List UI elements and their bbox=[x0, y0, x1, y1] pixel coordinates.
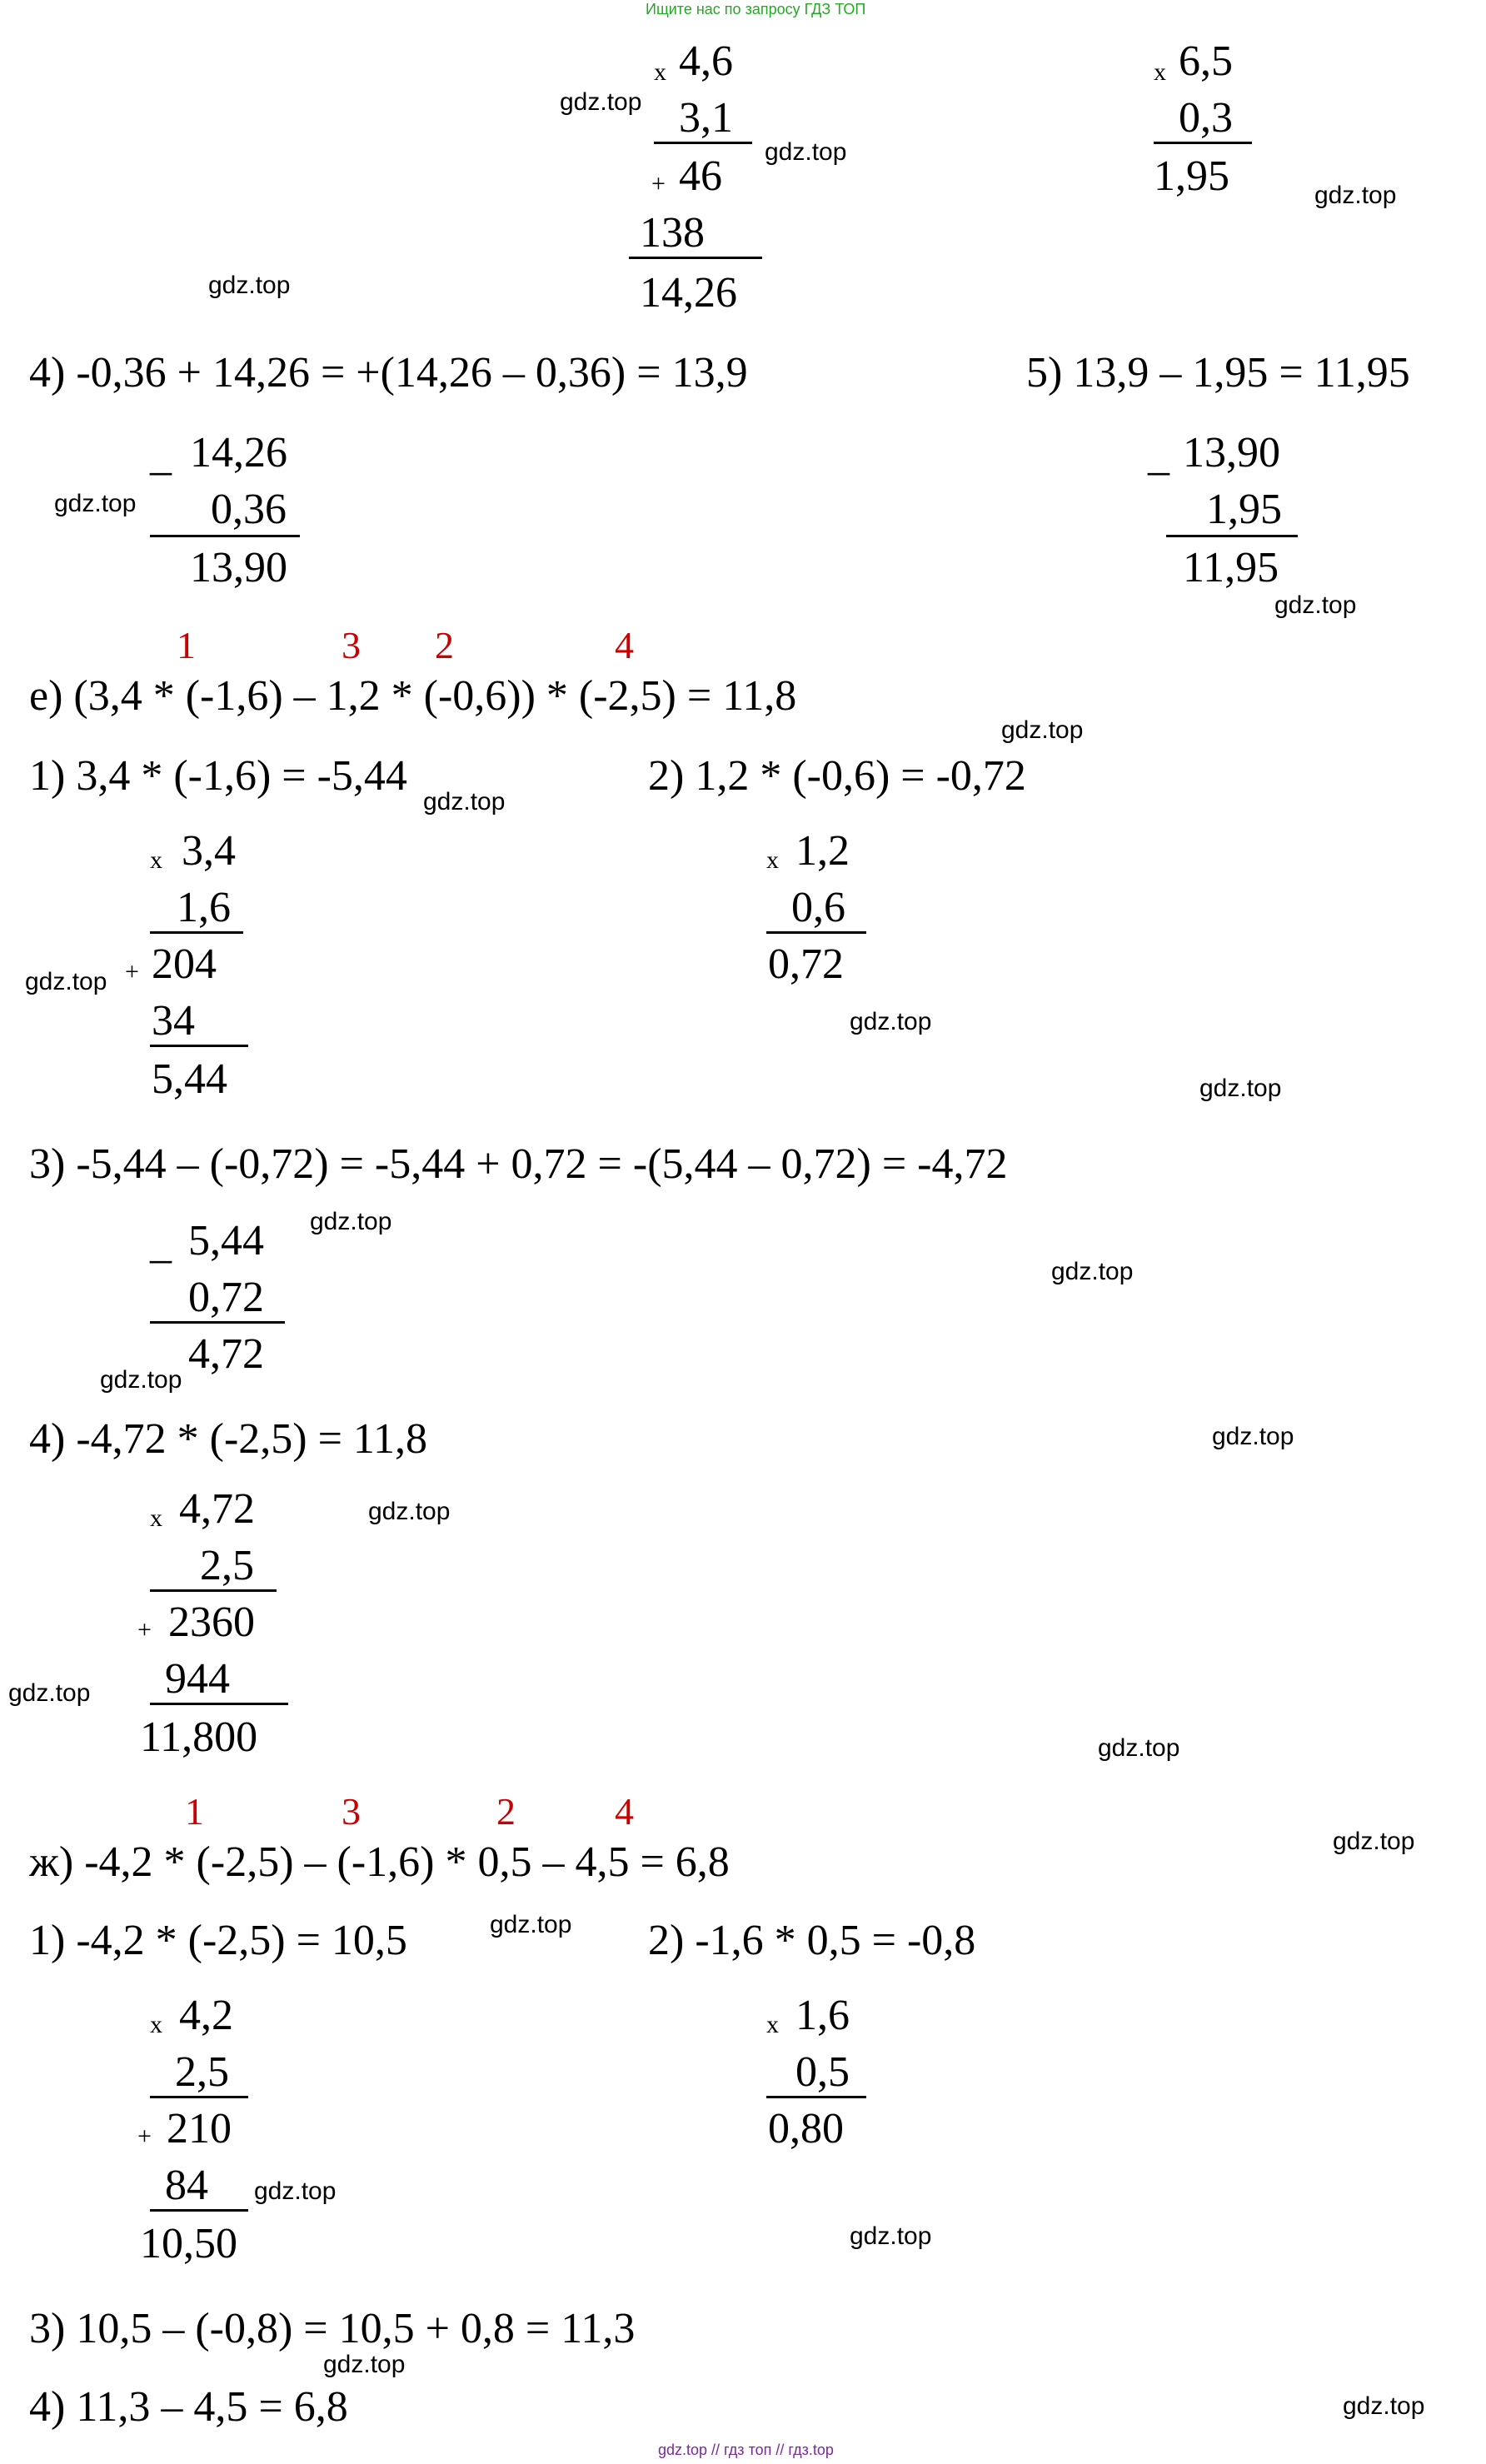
watermark: gdz.top bbox=[1098, 1734, 1180, 1762]
footer-note: gdz.top // гдз топ // гдз.top bbox=[658, 2442, 834, 2458]
minuend: 14,26 bbox=[190, 429, 287, 476]
step-5: 5) 13,9 – 1,95 = 11,95 bbox=[1026, 349, 1410, 397]
factor-b: 0,3 bbox=[1179, 94, 1233, 142]
divider-line bbox=[150, 1703, 288, 1705]
order-number: 3 bbox=[342, 1790, 361, 1833]
minus-sign: _ bbox=[1148, 432, 1169, 480]
multiply-sign: x bbox=[654, 58, 666, 86]
plus-sign: + bbox=[125, 958, 139, 985]
watermark: gdz.top bbox=[1001, 716, 1084, 744]
step-4: 4) -0,36 + 14,26 = +(14,26 – 0,36) = 13,9 bbox=[29, 349, 748, 397]
partial-product-1: 2360 bbox=[168, 1599, 255, 1646]
watermark: gdz.top bbox=[765, 138, 847, 166]
partial-product-2: 944 bbox=[165, 1655, 230, 1703]
step-2: 2) 1,2 * (-0,6) = -0,72 bbox=[648, 752, 1026, 800]
partial-product-1: 46 bbox=[679, 152, 722, 200]
multiply-sign: x bbox=[150, 846, 162, 874]
factor-b: 1,6 bbox=[177, 884, 231, 931]
partial-product-2: 138 bbox=[640, 209, 705, 257]
divider-line bbox=[150, 1045, 248, 1047]
partial-product-2: 34 bbox=[152, 997, 195, 1045]
order-number: 1 bbox=[177, 624, 196, 666]
step-3: 3) 10,5 – (-0,8) = 10,5 + 0,8 = 11,3 bbox=[29, 2305, 636, 2352]
multiply-sign: x bbox=[150, 1504, 162, 1532]
factor-b: 3,1 bbox=[679, 94, 733, 142]
difference: 13,90 bbox=[190, 544, 287, 591]
subtrahend: 0,72 bbox=[188, 1274, 264, 1321]
multiply-sign: x bbox=[766, 846, 779, 874]
watermark: gdz.top bbox=[25, 968, 107, 995]
factor-b: 0,6 bbox=[791, 884, 845, 931]
product-result: 11,800 bbox=[140, 1713, 258, 1761]
divider-line bbox=[150, 931, 243, 934]
divider-line bbox=[150, 535, 300, 537]
factor-a: 4,2 bbox=[179, 1992, 233, 2039]
watermark: gdz.top bbox=[310, 1208, 392, 1235]
factor-b: 2,5 bbox=[200, 1542, 254, 1589]
watermark: gdz.top bbox=[1199, 1075, 1282, 1102]
multiply-sign: x bbox=[1154, 58, 1166, 86]
partial-product-1: 204 bbox=[152, 940, 217, 988]
step-3: 3) -5,44 – (-0,72) = -5,44 + 0,72 = -(5,44 – 0,72) = -4,72 bbox=[29, 1140, 1008, 1188]
divider-line bbox=[150, 2096, 248, 2098]
divider-line bbox=[629, 257, 762, 259]
order-number: 1 bbox=[185, 1790, 204, 1833]
watermark: gdz.top bbox=[100, 1366, 182, 1394]
watermark: gdz.top bbox=[1212, 1423, 1294, 1450]
divider-line bbox=[766, 931, 866, 934]
watermark: gdz.top bbox=[560, 88, 642, 116]
watermark: gdz.top bbox=[208, 272, 291, 299]
watermark: gdz.top bbox=[254, 2177, 337, 2205]
divider-line bbox=[766, 2096, 866, 2098]
watermark: gdz.top bbox=[850, 2222, 932, 2250]
divider-line bbox=[1154, 142, 1252, 144]
order-number: 3 bbox=[342, 624, 361, 666]
watermark: gdz.top bbox=[8, 1679, 91, 1707]
difference: 11,95 bbox=[1183, 544, 1279, 591]
factor-b: 2,5 bbox=[175, 2048, 229, 2096]
multiply-sign: x bbox=[766, 2011, 779, 2038]
factor-a: 3,4 bbox=[182, 827, 236, 875]
watermark: gdz.top bbox=[1333, 1828, 1415, 1855]
watermark: gdz.top bbox=[1274, 591, 1357, 619]
header-note: Ищите нас по запросу ГДЗ ТОП bbox=[646, 1, 866, 17]
minuend: 5,44 bbox=[188, 1217, 264, 1264]
watermark: gdz.top bbox=[490, 1911, 572, 1938]
watermark: gdz.top bbox=[1343, 2392, 1425, 2420]
step-1: 1) -4,2 * (-2,5) = 10,5 bbox=[29, 1917, 407, 1964]
divider-line bbox=[1166, 535, 1298, 537]
factor-b: 0,5 bbox=[795, 2048, 850, 2096]
plus-sign: + bbox=[137, 2122, 152, 2150]
step-4: 4) -4,72 * (-2,5) = 11,8 bbox=[29, 1415, 427, 1463]
equation-e: е) (3,4 * (-1,6) – 1,2 * (-0,6)) * (-2,5) = 11,8 bbox=[29, 672, 797, 720]
watermark: gdz.top bbox=[1314, 182, 1397, 209]
subtrahend: 1,95 bbox=[1206, 486, 1282, 533]
step-2: 2) -1,6 * 0,5 = -0,8 bbox=[648, 1917, 976, 1964]
product-result: 10,50 bbox=[140, 2220, 237, 2267]
step-4: 4) 11,3 – 4,5 = 6,8 bbox=[29, 2383, 348, 2431]
watermark: gdz.top bbox=[323, 2351, 406, 2378]
partial-product-1: 210 bbox=[167, 2105, 232, 2152]
factor-a: 1,6 bbox=[795, 1992, 850, 2039]
divider-line bbox=[150, 2209, 248, 2212]
plus-sign: + bbox=[651, 170, 666, 197]
watermark: gdz.top bbox=[850, 1008, 932, 1035]
order-number: 4 bbox=[615, 624, 634, 666]
watermark: gdz.top bbox=[368, 1498, 451, 1525]
watermark: gdz.top bbox=[423, 788, 506, 816]
minus-sign: _ bbox=[150, 1220, 172, 1268]
difference: 4,72 bbox=[188, 1330, 264, 1378]
divider-line bbox=[150, 1321, 285, 1324]
equation-zh: ж) -4,2 * (-2,5) – (-1,6) * 0,5 – 4,5 = 6,8 bbox=[29, 1838, 730, 1886]
divider-line bbox=[654, 142, 752, 144]
factor-a: 1,2 bbox=[795, 827, 850, 875]
product-result: 0,80 bbox=[768, 2105, 844, 2152]
plus-sign: + bbox=[137, 1616, 152, 1643]
product-result: 14,26 bbox=[640, 269, 737, 317]
order-number: 2 bbox=[435, 624, 454, 666]
product-result: 1,95 bbox=[1154, 152, 1229, 200]
minus-sign: _ bbox=[150, 432, 172, 480]
factor-a: 6,5 bbox=[1179, 37, 1233, 85]
factor-a: 4,6 bbox=[679, 37, 733, 85]
watermark: gdz.top bbox=[54, 490, 137, 517]
subtrahend: 0,36 bbox=[211, 486, 287, 533]
factor-a: 4,72 bbox=[179, 1485, 255, 1533]
watermark: gdz.top bbox=[1051, 1258, 1134, 1285]
divider-line bbox=[150, 1589, 277, 1592]
order-number: 2 bbox=[496, 1790, 516, 1833]
product-result: 0,72 bbox=[768, 940, 844, 988]
minuend: 13,90 bbox=[1183, 429, 1280, 476]
order-number: 4 bbox=[615, 1790, 634, 1833]
partial-product-2: 84 bbox=[165, 2162, 208, 2209]
step-1: 1) 3,4 * (-1,6) = -5,44 bbox=[29, 752, 407, 800]
product-result: 5,44 bbox=[152, 1055, 227, 1103]
multiply-sign: x bbox=[150, 2011, 162, 2038]
